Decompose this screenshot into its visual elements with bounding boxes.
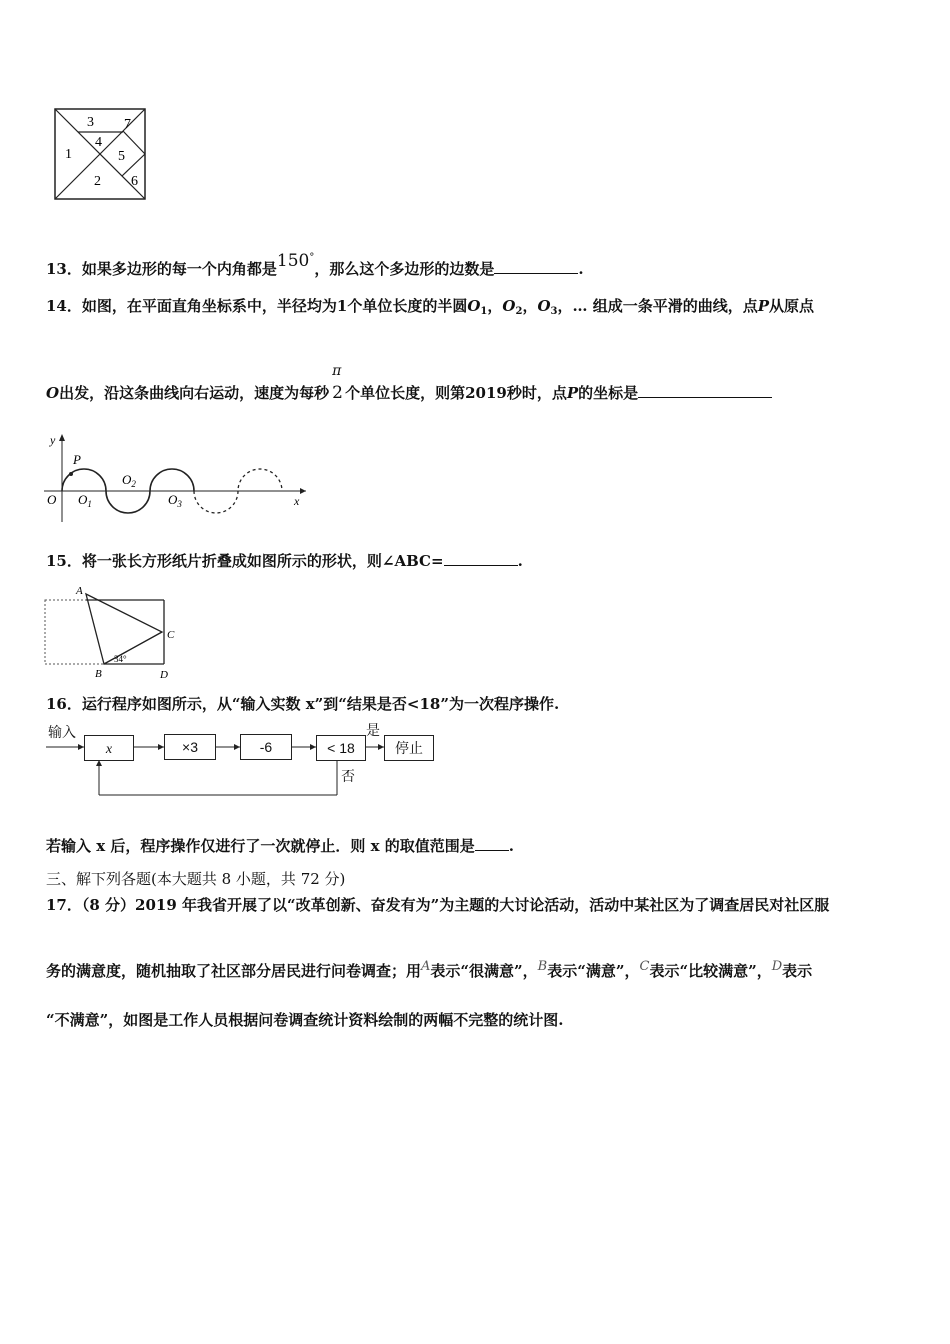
q14-number: 14．: [46, 297, 82, 315]
q15-text: 将一张长方形纸片折叠成如图所示的形状，则∠ABC=: [81, 552, 444, 570]
q16-after-end: .: [508, 837, 515, 855]
axis-y-label: y: [50, 433, 56, 447]
question-14-line-1: [46, 296, 814, 322]
flow-box-minus-6: [240, 734, 292, 760]
q17-symbol-b: B: [537, 959, 548, 974]
semicircle-curve-figure: [44, 432, 310, 524]
q15-end: .: [517, 552, 523, 570]
q13-angle-value: 150: [276, 251, 310, 271]
flow-box-stop-text: 停止: [395, 740, 423, 756]
point-b-label: B: [95, 668, 102, 680]
question-16-followup: [46, 836, 514, 856]
q15-number: 15．: [46, 552, 82, 570]
tangram-label-7: 7: [124, 117, 131, 132]
flow-input-label: 输入: [48, 725, 76, 741]
q17-symbol-d: D: [771, 959, 783, 974]
question-17-line-3: [46, 1010, 563, 1030]
center-o1-sub: 1: [87, 499, 92, 509]
angle-label: 34°: [114, 654, 127, 664]
section-3-title: 三、解下列各题(本大题共 8 小题，共 72 分): [46, 870, 346, 888]
center-o2-sub: 2: [131, 479, 136, 489]
q13-text-b: ，那么这个多边形的边数是: [314, 260, 495, 278]
center-o2-letter: O: [122, 472, 132, 487]
tangram-label-6: 6: [131, 174, 138, 189]
flow-box-x-text: x: [105, 742, 113, 757]
center-o3-letter: O: [168, 492, 178, 507]
q14-one: 1: [336, 297, 348, 315]
point-c-label: C: [167, 629, 175, 641]
question-14-line-2: [46, 363, 772, 403]
tangram-figure: [52, 106, 152, 210]
q14-text-b: 个单位长度的半圆: [347, 297, 468, 315]
q14-line2-text-a: 出发，沿这条曲线向右运动，速度为每秒: [59, 384, 330, 402]
center-o3-label: [168, 492, 182, 509]
point-p-label: P: [73, 452, 81, 467]
question-17-line-2: [46, 957, 812, 981]
q13-answer-blank[interactable]: [494, 259, 578, 274]
tangram-label-4: 4: [95, 135, 102, 150]
q14-comma-2: ，: [522, 297, 538, 315]
flow-box-times-3-text: ×3: [182, 739, 198, 755]
point-d-label: D: [160, 669, 168, 681]
flow-box-x: [84, 735, 134, 761]
q13-angle: [277, 251, 314, 271]
q14-fraction-denominator: 2: [332, 383, 343, 403]
q14-o2-sub: 2: [515, 306, 523, 317]
q16-text: 运行程序如图所示，从“输入实数 x”到“结果是否<18”为一次程序操作.: [81, 695, 560, 713]
q17-line2-text-e: 表示: [782, 962, 813, 980]
question-17-line-1: [46, 895, 829, 915]
q14-p-2: P: [566, 384, 579, 402]
tangram-label-3: 3: [87, 115, 94, 130]
q14-o2: O: [502, 297, 516, 315]
q13-end: .: [578, 260, 584, 278]
flow-box-less-18-text: < 18: [327, 740, 355, 756]
q14-fraction: [329, 363, 345, 403]
question-13: [46, 248, 584, 279]
tangram-label-2: 2: [94, 174, 101, 189]
q14-text-c: ，… 组成一条平滑的曲线，点: [557, 297, 758, 315]
q17-symbol-c: C: [639, 959, 650, 974]
center-o1-label: [78, 492, 92, 509]
q17-line2-text-c: 表示“满意”，: [547, 962, 640, 980]
q14-text-d: 从原点: [769, 297, 815, 315]
flow-yes-label: 是: [366, 723, 380, 739]
q14-o1-sub: 1: [480, 306, 488, 317]
folded-paper-figure: [42, 584, 182, 682]
q14-line2-text-c: 秒时，点: [506, 384, 567, 402]
center-o2-label: [122, 472, 136, 489]
flow-box-less-18: [316, 735, 366, 761]
q15-answer-blank[interactable]: [444, 551, 518, 566]
flow-box-stop: [384, 735, 434, 761]
question-15: [46, 551, 523, 571]
tangram-label-5: 5: [118, 149, 125, 164]
q14-line2-text-b: 个单位长度，则第: [345, 384, 466, 402]
q17-line2-text-b: 表示“很满意”，: [430, 962, 538, 980]
q17-number: 17．: [46, 896, 82, 914]
axis-x-label: x: [294, 494, 300, 508]
q16-answer-blank[interactable]: [475, 836, 509, 851]
q14-o3-sub: 3: [550, 306, 558, 317]
point-a-label: A: [76, 585, 83, 597]
q14-comma-1: ，: [487, 297, 503, 315]
q14-line2-text-d: 的坐标是: [578, 384, 639, 402]
flow-box-minus-6-text: -6: [259, 739, 273, 755]
center-o3-sub: 3: [177, 499, 182, 509]
q14-year: 2019: [465, 384, 507, 402]
q13-text-a: 如果多边形的每一个内角都是: [81, 260, 277, 278]
q14-text-a: 如图，在平面直角坐标系中，半径均为: [81, 297, 337, 315]
q14-p: P: [757, 297, 770, 315]
flow-no-label: 否: [341, 769, 355, 785]
q13-number: 13．: [46, 260, 82, 278]
q13-angle-degree: °: [309, 252, 315, 263]
q14-answer-blank[interactable]: [638, 383, 772, 398]
q17-line-1-text: （8 分）2019 年我省开展了以“改革创新、奋发有为”为主题的大讨论活动，活动中某社区为了调查居民对社区服: [81, 896, 830, 914]
q14-o1: O: [467, 297, 481, 315]
q17-line-3-text: “不满意”，如图是工作人员根据问卷调查统计资料绘制的两幅不完整的统计图.: [46, 1011, 564, 1029]
q14-fraction-numerator: π: [332, 363, 342, 379]
origin-label: O: [47, 492, 57, 507]
q17-symbol-a: A: [421, 959, 431, 974]
question-16: [46, 694, 559, 714]
q16-after-text: 若输入 x 后，程序操作仅进行了一次就停止．则 x 的取值范围是: [46, 837, 475, 855]
q17-line2-text-d: 表示“比较满意”，: [649, 962, 772, 980]
q16-number: 16．: [46, 695, 82, 713]
flow-box-times-3: [164, 734, 216, 760]
tangram-label-1: 1: [65, 147, 72, 162]
center-o1-letter: O: [78, 492, 88, 507]
section-3-heading: [46, 869, 345, 889]
program-flowchart: [44, 720, 444, 800]
q14-origin-o: O: [46, 384, 60, 402]
q17-line2-text-a: 务的满意度，随机抽取了社区部分居民进行问卷调查；用: [46, 962, 422, 980]
q14-o3: O: [537, 297, 551, 315]
